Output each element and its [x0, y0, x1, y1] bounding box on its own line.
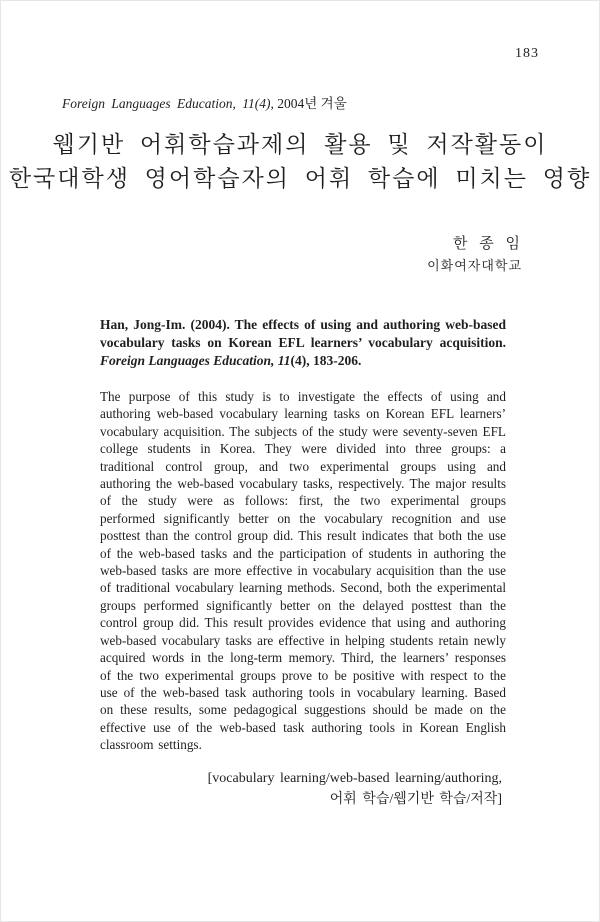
citation-main-text: Han, Jong-Im. (2004). The effects of using and authoring web-based vocabulary tasks on Korean EFL learners’ vocabulary acquisition. — [100, 317, 506, 350]
author-name: 한 종 임 — [453, 236, 522, 252]
citation-pages: (4), 183-206. — [290, 353, 362, 368]
journal-header — [62, 92, 347, 112]
journal-header-title: Foreign Languages Education, 11(4), — [62, 96, 274, 111]
keywords — [208, 768, 502, 810]
article-title-line2: 한국대학생 영어학습자의 어휘 학습에 미치는 영향 — [8, 166, 592, 191]
keywords-english-line: [vocabulary learning/web-based learning/authoring, — [207, 771, 502, 786]
article-title — [0, 128, 600, 196]
page-number: 183 — [515, 46, 539, 61]
author-block — [427, 234, 522, 274]
citation — [100, 316, 506, 370]
abstract-paragraph: The purpose of this study is to investigate the effects of using and authoring web-based vocabulary learning tasks on Korean EFL learners’ vocabulary acquisition. The subjects of the study were seventy-seven EFL college students in Korea. They were divided into three groups: a traditional control group, and two experimental groups using and authoring the web-based vocabulary tasks, respectively. The major results of the study were as follows: first, the two experimental groups performed significantly better on the vocabulary recognition and use posttest than the control group did. This result indicates that both the use of the web-based tasks and the participation of students in authoring the web-based tasks are more effective in vocabulary acquisition than the use of traditional vocabulary learning methods. Second, both the experimental groups performed significantly better on the delayed posttest than the control group did. This result provides evidence that using and authoring web-based vocabulary tasks are effective in helping students retain newly acquired words in the long-term memory. Third, the learners’ responses of the two experimental groups prove to be positive with respect to the use of the web-based task authoring tools in vocabulary learning. Based on these results, some pedagogical suggestions should be made on the effective use of the web-based task authoring tools in Korean English classroom settings. — [100, 389, 506, 753]
article-title-line1: 웹기반 어휘학습과제의 활용 및 저작활동이 — [52, 132, 548, 157]
keywords-korean-line: 어휘 학습/웹기반 학습/저작] — [329, 792, 502, 807]
journal-header-season: 2004년 겨울 — [277, 96, 347, 111]
citation-journal-name: Foreign Languages Education, 11 — [100, 353, 291, 368]
author-affiliation: 이화여자대학교 — [427, 258, 522, 273]
